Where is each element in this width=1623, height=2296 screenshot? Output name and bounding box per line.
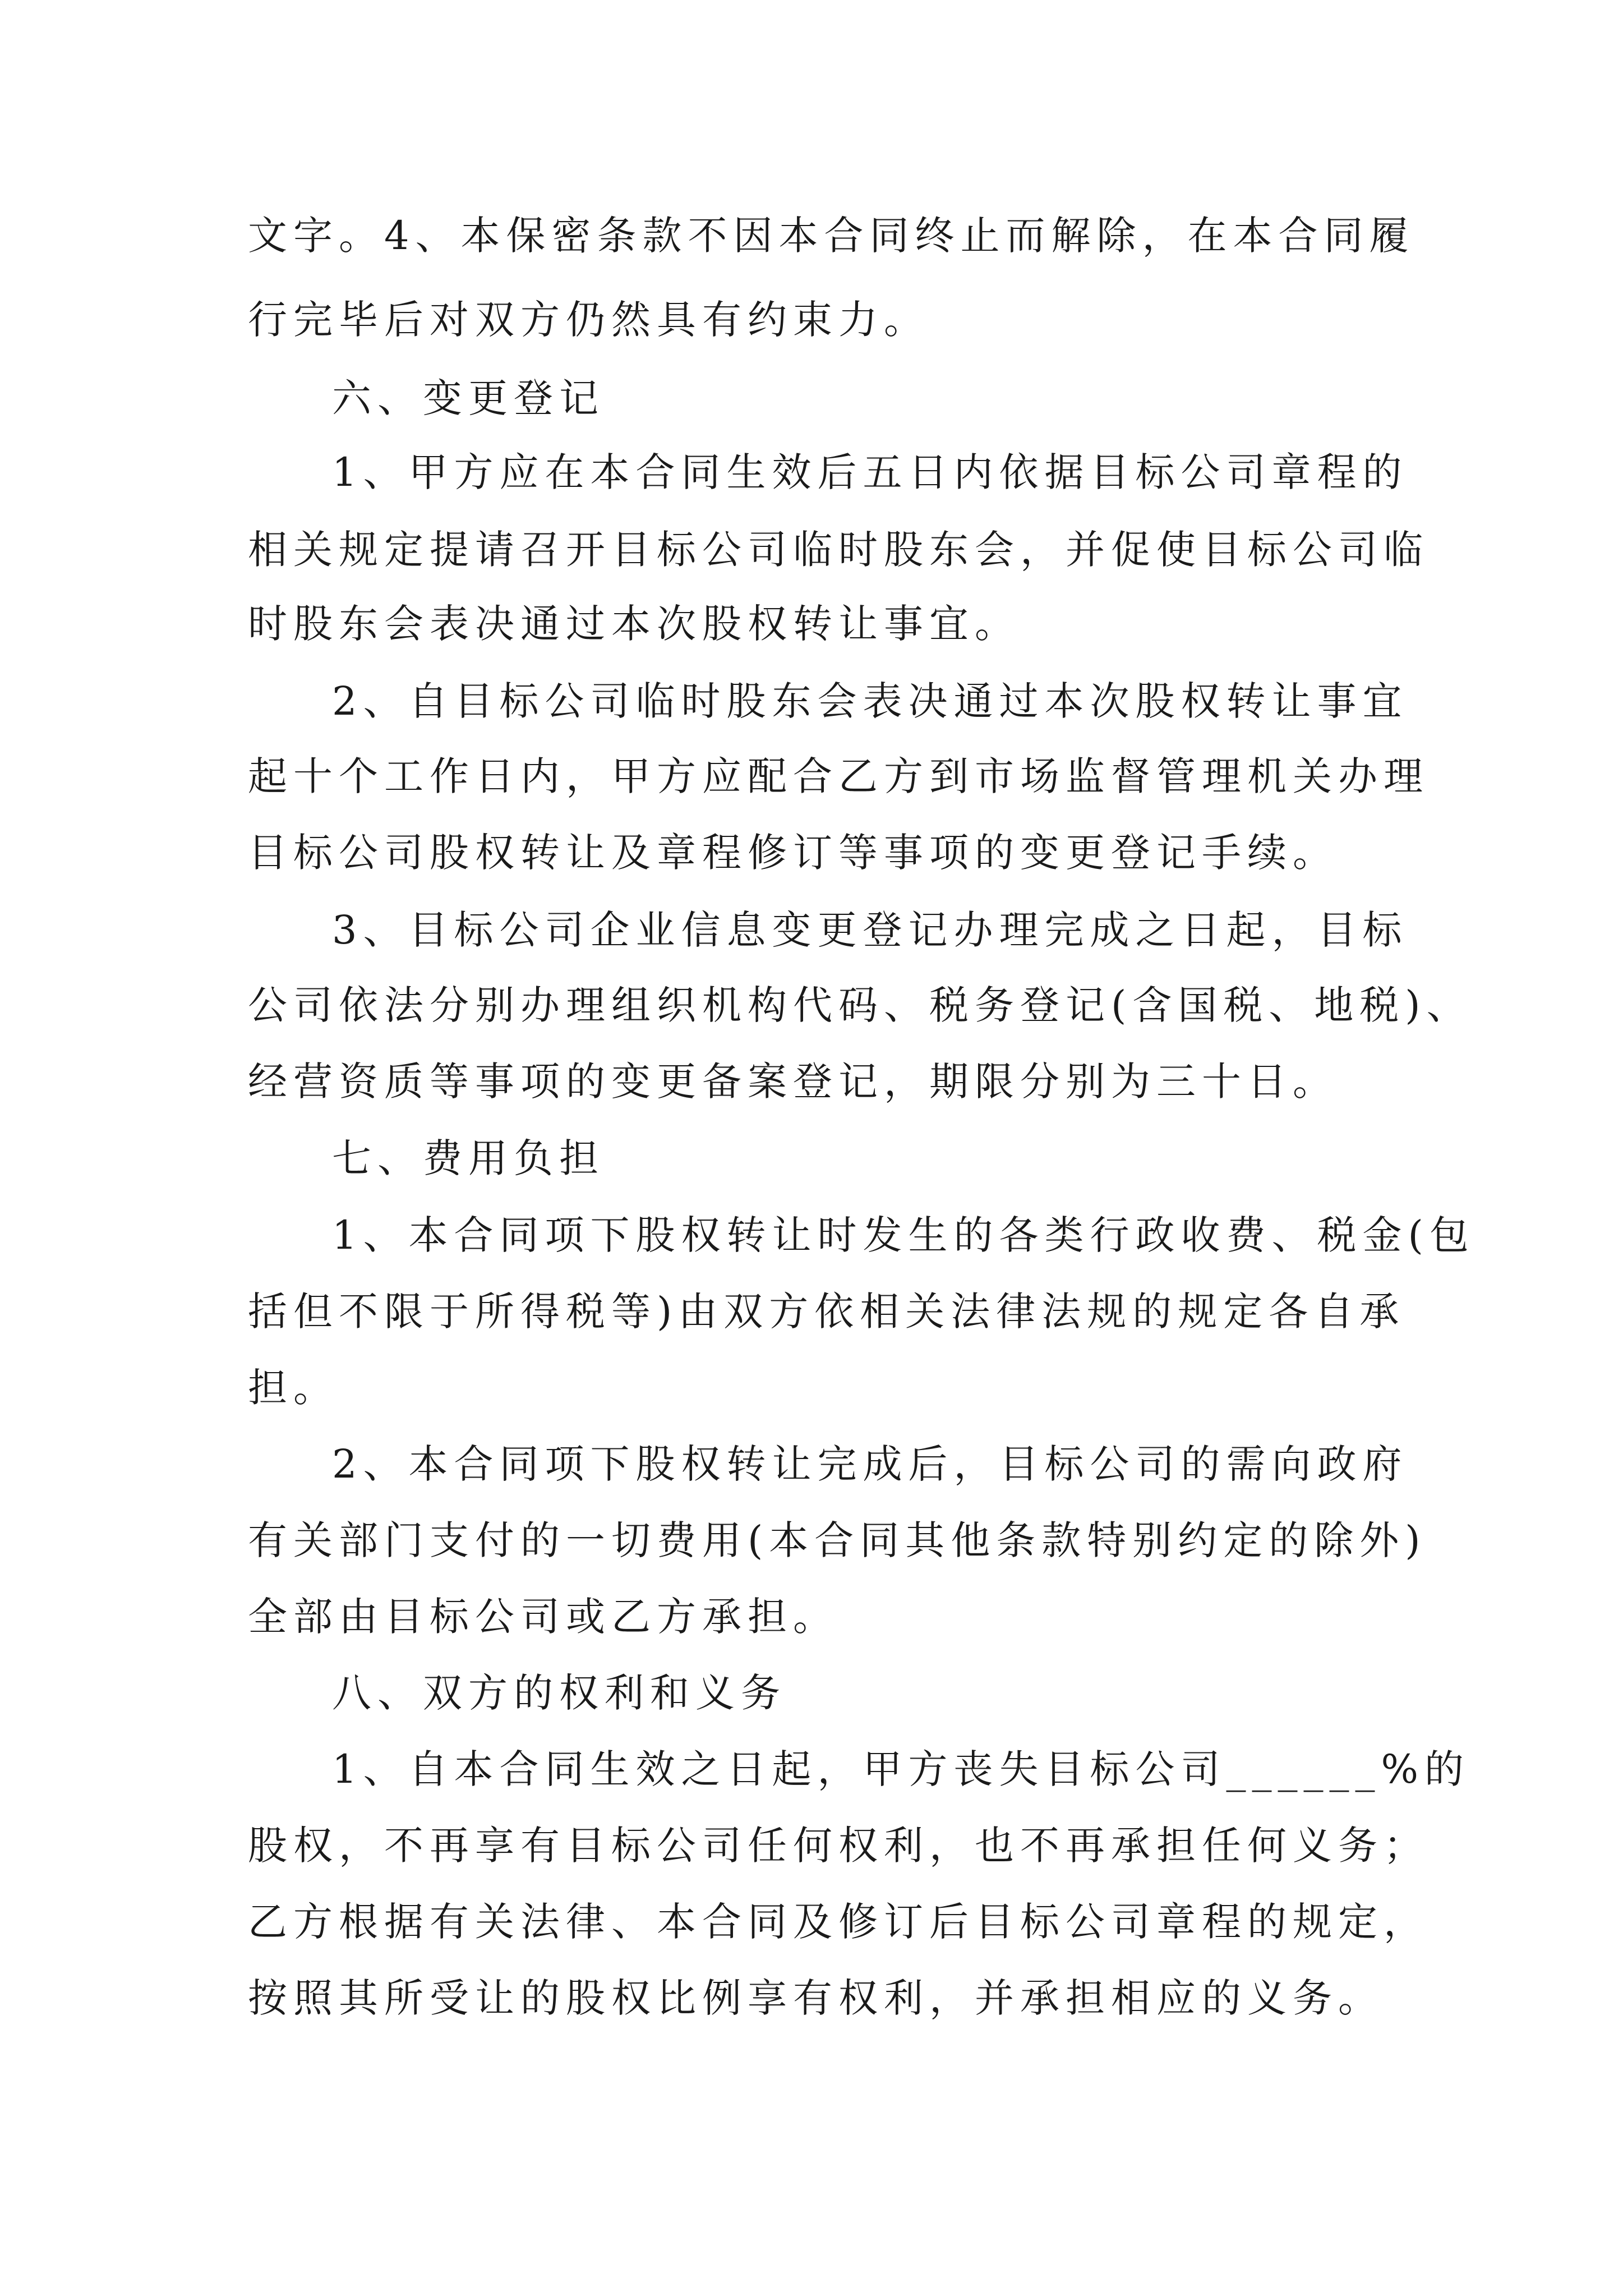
paragraph-line: 1、自本合同生效之日起，甲方丧失目标公司______%的	[332, 1746, 1470, 1792]
paragraph-line: 2、自目标公司临时股东会表决通过本次股权转让事宜	[332, 678, 1408, 724]
paragraph-line: 目标公司股权转让及章程修订等事项的变更登记手续。	[248, 830, 1338, 876]
paragraph-line: 有关部门支付的一切费用(本合同其他条款特别约定的除外)	[248, 1517, 1427, 1563]
paragraph-line: 时股东会表决通过本次股权转让事宜。	[248, 601, 1020, 647]
paragraph-line: 经营资质等事项的变更备案登记，期限分别为三十日。	[248, 1059, 1338, 1105]
section-heading: 八、双方的权利和义务	[332, 1670, 786, 1716]
paragraph-line: 括但不限于所得税等)由双方依相关法律法规的规定各自承	[248, 1289, 1405, 1335]
paragraph-line: 乙方根据有关法律、本合同及修订后目标公司章程的规定，	[248, 1899, 1429, 1945]
paragraph-line: 2、本合同项下股权转让完成后，目标公司的需向政府	[332, 1441, 1408, 1487]
paragraph-line: 1、甲方应在本合同生效后五日内依据目标公司章程的	[332, 449, 1408, 495]
paragraph-line: 按照其所受让的股权比例享有权利，并承担相应的义务。	[248, 1975, 1384, 2021]
section-heading: 六、变更登记	[332, 375, 605, 421]
paragraph-line: 文字。4、本保密条款不因本合同终止而解除，在本合同履	[248, 213, 1415, 259]
paragraph-line: 全部由目标公司或乙方承担。	[248, 1594, 838, 1640]
paragraph-line: 股权，不再享有目标公司任何权利，也不再承担任何义务；	[248, 1823, 1429, 1869]
section-heading: 七、费用负担	[332, 1135, 605, 1181]
paragraph-line: 担。	[248, 1365, 339, 1411]
paragraph-line: 起十个工作日内，甲方应配合乙方到市场监督管理机关办理	[248, 753, 1429, 799]
paragraph-line: 1、本合同项下股权转让时发生的各类行政收费、税金(包	[332, 1212, 1475, 1258]
paragraph-line: 3、目标公司企业信息变更登记办理完成之日起，目标	[332, 907, 1408, 953]
paragraph-line: 公司依法分别办理组织机构代码、税务登记(含国税、地税)、	[248, 982, 1472, 1028]
paragraph-line: 行完毕后对双方仍然具有约束力。	[248, 297, 929, 343]
paragraph-line: 相关规定提请召开目标公司临时股东会，并促使目标公司临	[248, 527, 1429, 573]
